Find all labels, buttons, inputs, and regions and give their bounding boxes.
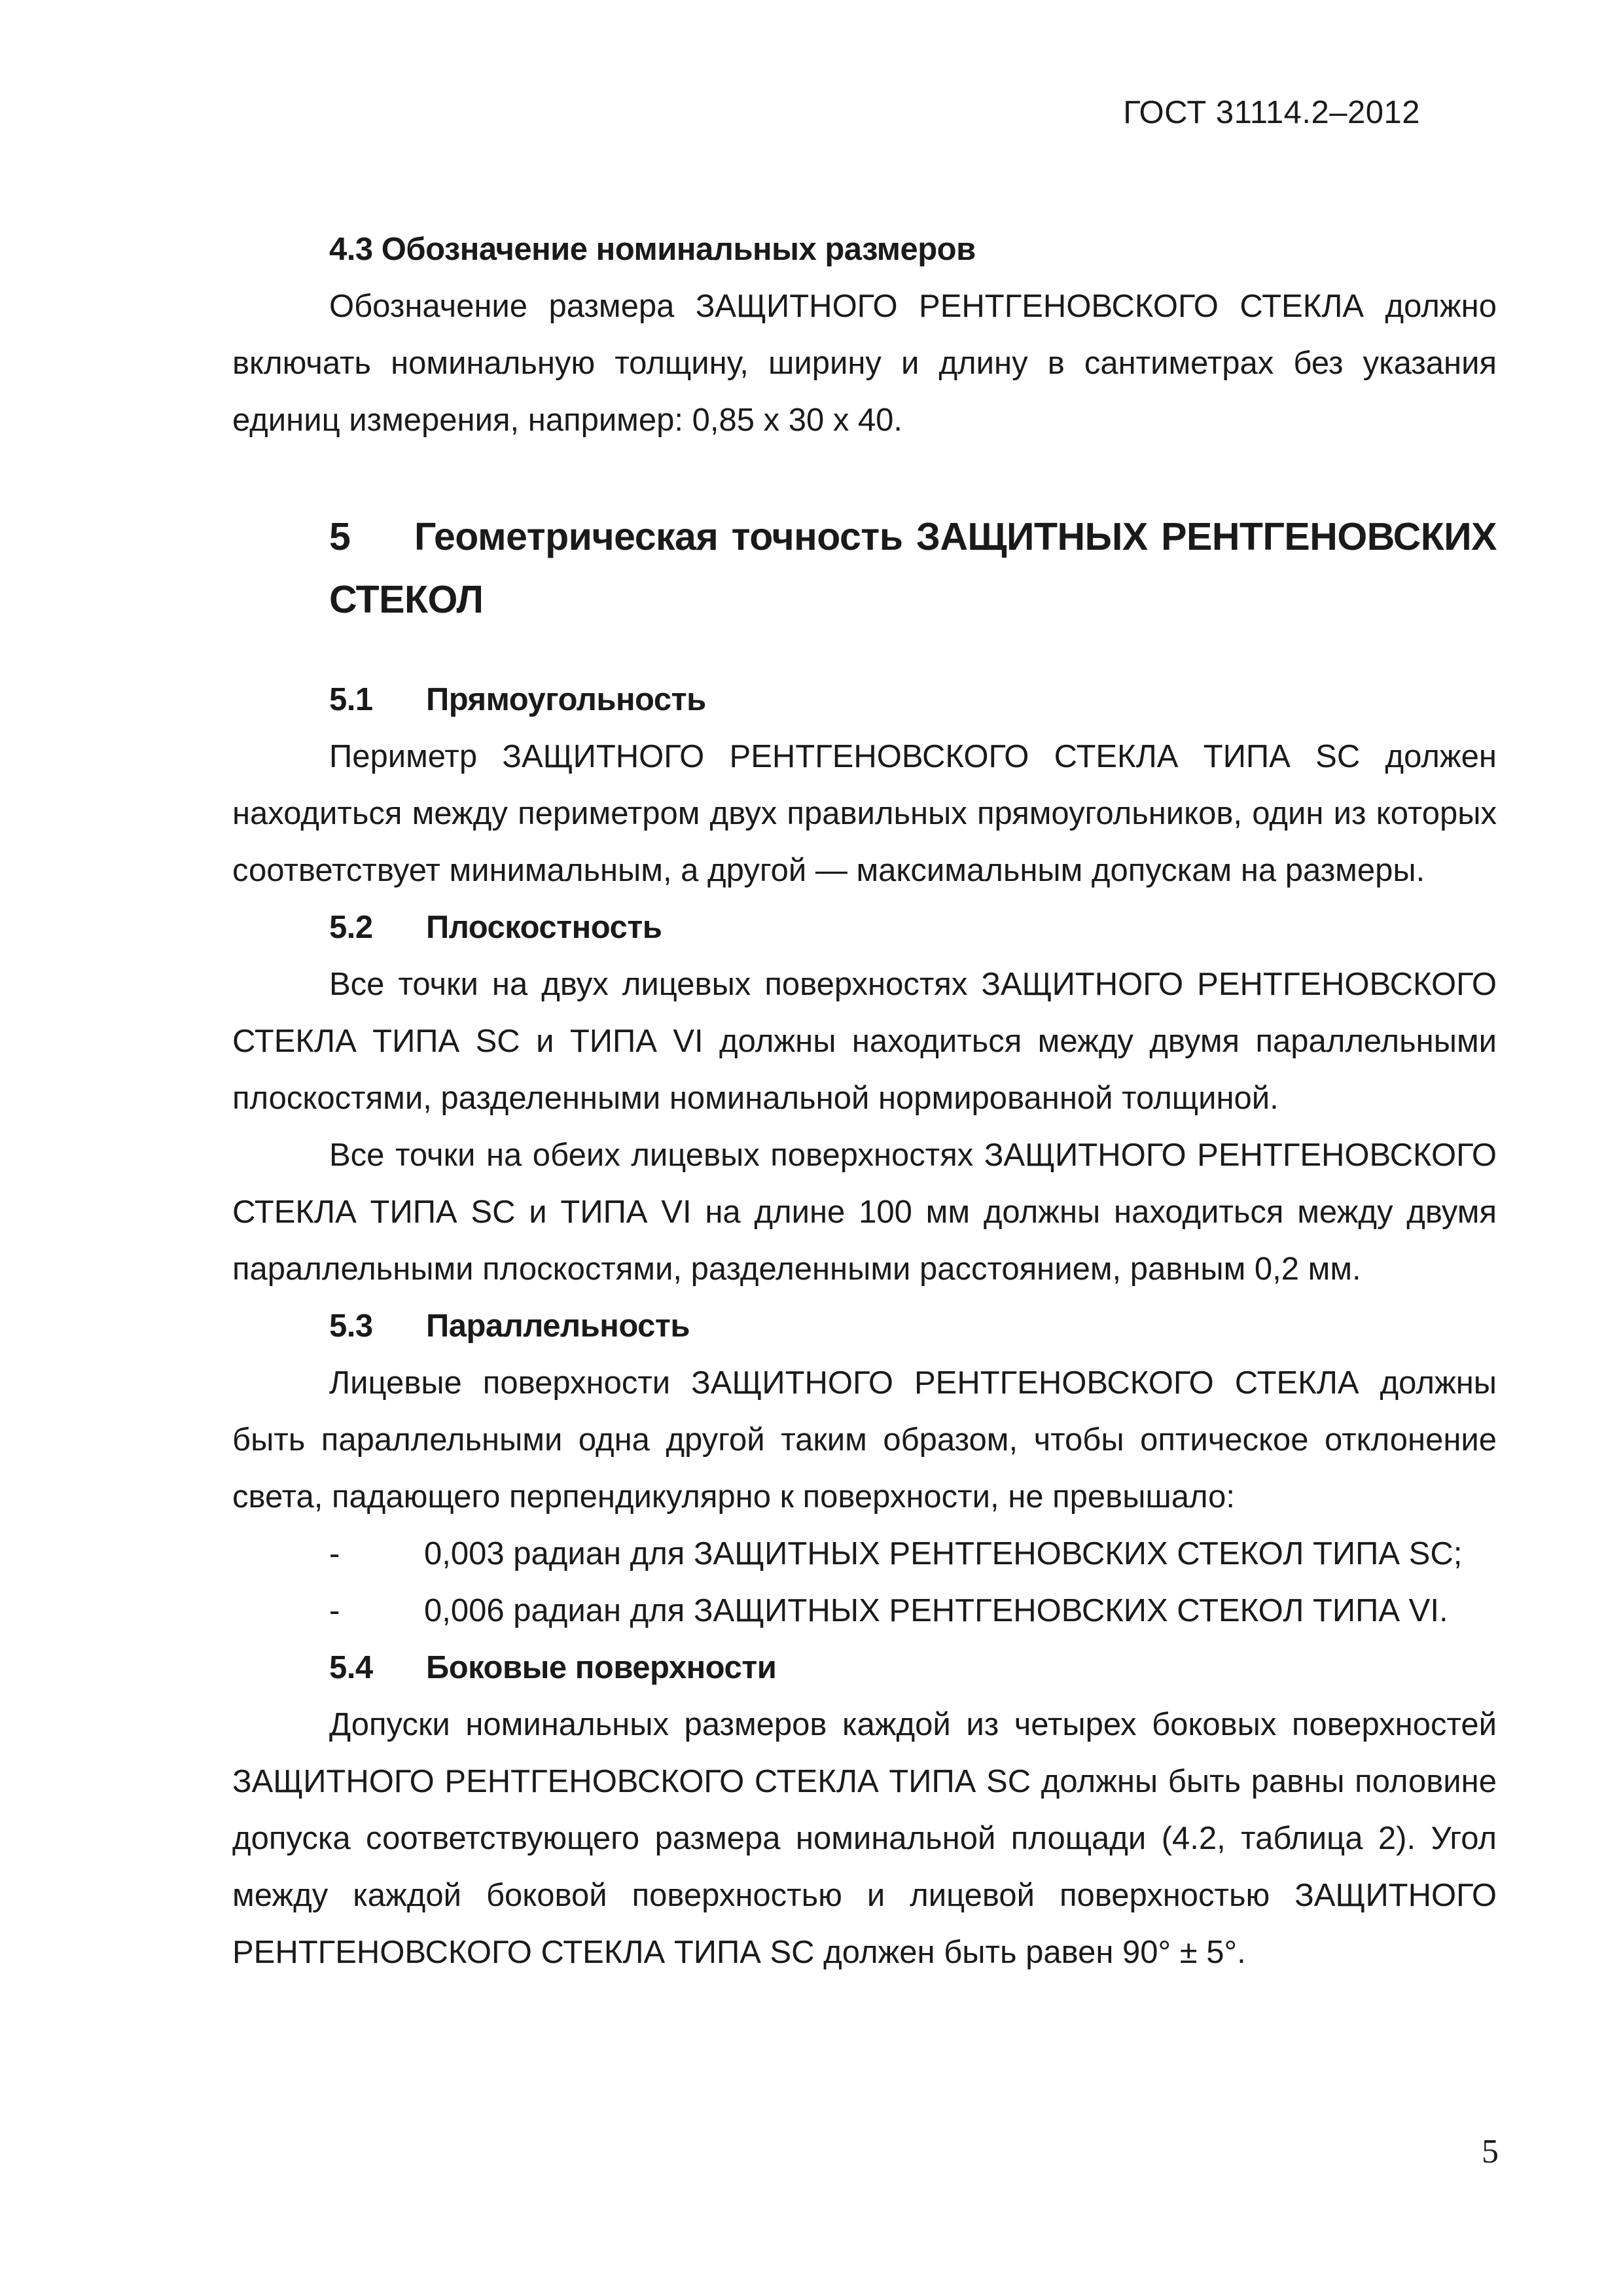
subsection-number: 5.4 xyxy=(329,1650,373,1685)
list-dash: - xyxy=(329,1593,340,1628)
section-number: 5 xyxy=(329,515,351,558)
list-item xyxy=(232,1526,1497,1583)
page-number: 5 xyxy=(1482,2133,1499,2170)
subsection-heading-5-2 xyxy=(232,899,1497,956)
paragraph-5-4: Допуски номинальных размеров каждой из четырех боковых поверхностей ЗАЩИТНОГО РЕНТГЕНОВСКОГО СТЕКЛА ТИПА SC должны быть равны половине допуска соответствующего размера номинальной площади (4.2, таблица 2). Угол между каждой боковой поверхностью и лицевой поверхностью ЗАЩИТНОГО РЕНТГЕНОВСКОГО СТЕКЛА ТИПА SC должен быть равен 90° ± 5°. xyxy=(232,1707,1497,1970)
subsection-title: Прямоугольность xyxy=(426,682,706,717)
list-item-text: 0,006 радиан для ЗАЩИТНЫХ РЕНТГЕНОВСКИХ СТЕКОЛ ТИПА VI. xyxy=(424,1593,1448,1628)
list-item-text: 0,003 радиан для ЗАЩИТНЫХ РЕНТГЕНОВСКИХ СТЕКОЛ ТИПА SC; xyxy=(424,1536,1463,1571)
subsection-heading-4-3: 4.3 Обозначение номинальных размеров xyxy=(329,232,976,267)
subsection-title: Плоскостность xyxy=(426,910,662,945)
list-item xyxy=(232,1583,1497,1640)
section-heading-5 xyxy=(232,505,1497,631)
document-code-header: ГОСТ 31114.2–2012 xyxy=(1123,95,1420,130)
subsection-number: 5.3 xyxy=(329,1308,373,1344)
section-title-word-3: ЗАЩИТНЫХ xyxy=(916,515,1148,558)
subsection-heading-5-1 xyxy=(232,672,1497,728)
subsection-heading-5-4 xyxy=(232,1640,1497,1696)
section-title-word-2: точность xyxy=(731,515,903,558)
section-title-word-4: РЕНТГЕНОВСКИХ xyxy=(1161,515,1497,558)
paragraph-4-3: Обозначение размера ЗАЩИТНОГО РЕНТГЕНОВСКОГО СТЕКЛА должно включать номинальную толщину, ширину и длину в сантиметрах без указания единиц измерения, например: 0,85 x 30 x 40. xyxy=(232,289,1497,438)
section-title-word-1: Геометрическая xyxy=(414,515,719,558)
paragraph-5-3: Лицевые поверхности ЗАЩИТНОГО РЕНТГЕНОВСКОГО СТЕКЛА должны быть параллельными одна другой таким образом, чтобы оптическое отклонение света, падающего перпендикулярно к поверхности, не превышало: xyxy=(232,1365,1497,1515)
subsection-heading-5-3 xyxy=(232,1298,1497,1355)
section-title-line-2: СТЕКОЛ xyxy=(329,578,484,621)
subsection-number: 5.2 xyxy=(329,910,373,945)
subsection-number: 5.1 xyxy=(329,682,373,717)
subsection-title: Параллельность xyxy=(426,1308,690,1344)
paragraph-5-2-b: Все точки на обеих лицевых поверхностях ЗАЩИТНОГО РЕНТГЕНОВСКОГО СТЕКЛА ТИПА SC и ТИПА VI на длине 100 мм должны находиться между двумя параллельными плоскостями, разделенными расстоянием, равным 0,2 мм. xyxy=(232,1138,1497,1287)
paragraph-5-1: Периметр ЗАЩИТНОГО РЕНТГЕНОВСКОГО СТЕКЛА ТИПА SC должен находиться между периметром двух правильных прямоугольников, один из которых соответствует минимальным, а другой — максимальным допускам на размеры. xyxy=(232,739,1497,888)
subsection-title: Боковые поверхности xyxy=(426,1650,777,1685)
paragraph-5-2-a: Все точки на двух лицевых поверхностях ЗАЩИТНОГО РЕНТГЕНОВСКОГО СТЕКЛА ТИПА SC и ТИПА VI должны находиться между двумя параллельными плоскостями, разделенными номинальной нормированной толщиной. xyxy=(232,967,1497,1116)
list-dash: - xyxy=(329,1536,340,1571)
document-body xyxy=(232,221,1497,1981)
